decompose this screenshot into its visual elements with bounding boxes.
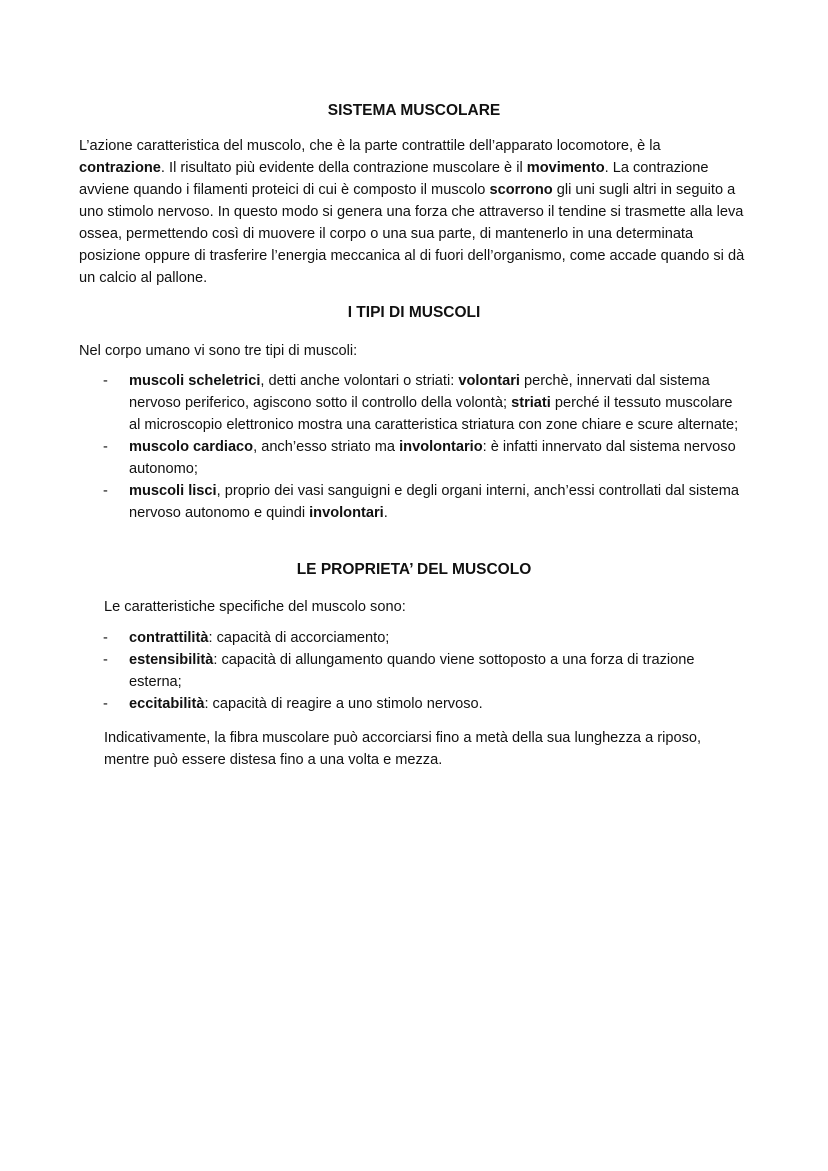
bold-term: scorrono	[489, 182, 553, 198]
bold-term: contrazione	[79, 160, 161, 176]
bold-term: contrattilità	[129, 630, 209, 646]
page-title: SISTEMA MUSCOLARE	[327, 102, 501, 119]
types-heading: I TIPI DI MUSCOLI	[347, 304, 481, 321]
list-bullet: -	[103, 696, 108, 712]
closing-paragraph: Indicativamente, la fibra muscolare può accorciarsi fino a metà della sua lunghezza a riposo, mentre può essere distesa fino a una volta e mezza.	[104, 730, 702, 768]
property-item	[79, 693, 745, 715]
bold-term: volontari	[458, 373, 520, 389]
property-item	[79, 649, 745, 693]
text-run: : capacità di accorciamento;	[208, 630, 390, 646]
text-run: perché il tessuto muscolare al microscopio elettronico mostra una caratteristica striatura con zone chiare e scure alternate;	[129, 395, 739, 433]
text-run: : capacità di allungamento quando viene sottoposto a una forza di trazione esterna;	[129, 652, 695, 690]
text-run: L’azione caratteristica del muscolo, che è la parte contrattile dell’apparato locomotore, è la	[79, 138, 661, 154]
intro-paragraph	[79, 135, 745, 289]
text-run: gli uni sugli altri in seguito a uno stimolo nervoso. In questo modo si genera una forza che attraverso il tendine si trasmette alla leva ossea, permettendo così di muovere il corpo o una sua parte, di mantenerlo in una determinata posizione oppure di trasferire l’energia meccanica al di fuori dell’organismo, come accade quando si dà un calcio al pallone.	[79, 182, 745, 286]
property-item	[79, 627, 745, 649]
bold-term: involontari	[309, 505, 384, 521]
bold-term: muscoli scheletrici	[129, 373, 261, 389]
properties-list	[79, 627, 745, 715]
types-intro: Nel corpo umano vi sono tre tipi di muscoli:	[79, 343, 358, 359]
list-bullet: -	[103, 652, 108, 668]
list-bullet: -	[103, 483, 108, 499]
bold-term: movimento	[526, 160, 605, 176]
list-bullet: -	[103, 439, 108, 455]
bold-term: striati	[511, 395, 551, 411]
properties-intro: Le caratteristiche specifiche del muscolo sono:	[104, 599, 406, 615]
list-bullet: -	[103, 630, 108, 646]
text-run: .	[383, 505, 388, 521]
muscle-types-list	[79, 370, 745, 524]
bold-term: muscoli lisci	[129, 483, 217, 499]
text-run: , detti anche volontari o striati:	[260, 373, 459, 389]
bold-term: eccitabilità	[129, 696, 205, 712]
text-run: : è infatti innervato dal sistema nervoso autonomo;	[129, 439, 736, 477]
muscle-type-item	[79, 436, 745, 480]
text-run: . Il risultato più evidente della contrazione muscolare è il	[160, 160, 527, 176]
text-run: , proprio dei vasi sanguigni e degli organi interni, anch’essi controllati dal sistema nervoso autonomo e quindi	[129, 483, 740, 521]
muscle-type-item	[79, 480, 745, 524]
muscle-type-item	[79, 370, 745, 436]
list-bullet: -	[103, 373, 108, 389]
text-run: . La contrazione avviene quando i filamenti proteici di cui è composto il muscolo	[79, 160, 709, 198]
bold-term: involontario	[399, 439, 483, 455]
bold-term: estensibilità	[129, 652, 214, 668]
text-run: perchè, innervati dal sistema nervoso periferico, agiscono sotto il controllo della volontà;	[129, 373, 710, 411]
bold-term: muscolo cardiaco	[129, 439, 254, 455]
text-run: , anch’esso striato ma	[253, 439, 400, 455]
properties-heading: LE PROPRIETA’ DEL MUSCOLO	[296, 561, 532, 578]
text-run: : capacità di reagire a uno stimolo nervoso.	[204, 696, 483, 712]
